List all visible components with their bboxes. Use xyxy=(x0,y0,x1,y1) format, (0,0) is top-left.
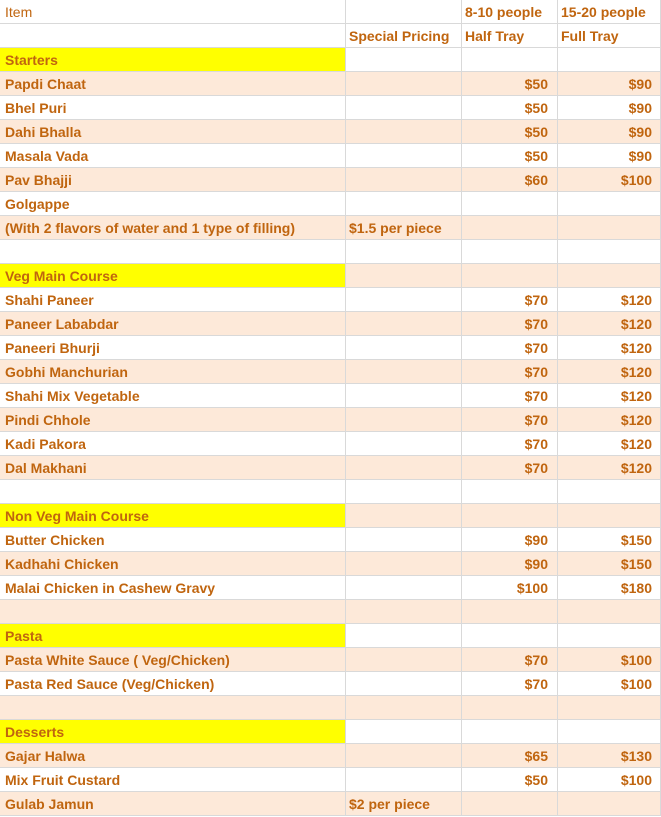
half-tray-price xyxy=(462,720,558,744)
special-price-cell: $2 per piece xyxy=(346,792,462,816)
item-name: Kadi Pakora xyxy=(0,432,346,456)
half-tray-price: $50 xyxy=(462,768,558,792)
table-row xyxy=(0,96,661,120)
special-price-cell xyxy=(346,384,462,408)
header-special-pricing: Special Pricing xyxy=(346,24,462,48)
table-row xyxy=(0,312,661,336)
item-name: Paneeri Bhurji xyxy=(0,336,346,360)
special-price-cell xyxy=(346,360,462,384)
full-tray-price: $100 xyxy=(558,648,661,672)
table-row xyxy=(0,576,661,600)
full-tray-price: $100 xyxy=(558,168,661,192)
full-tray-price: $90 xyxy=(558,144,661,168)
half-tray-price: $70 xyxy=(462,408,558,432)
half-tray-price xyxy=(462,504,558,528)
table-row xyxy=(0,528,661,552)
item-name xyxy=(0,480,346,504)
table-row xyxy=(0,672,661,696)
full-tray-price: $150 xyxy=(558,528,661,552)
half-tray-price: $50 xyxy=(462,144,558,168)
half-tray-price xyxy=(462,600,558,624)
table-row xyxy=(0,432,661,456)
item-name: Pindi Chhole xyxy=(0,408,346,432)
special-price-cell xyxy=(346,120,462,144)
table-row xyxy=(0,768,661,792)
full-tray-price xyxy=(558,504,661,528)
half-tray-price: $70 xyxy=(462,312,558,336)
half-tray-price: $50 xyxy=(462,120,558,144)
item-name: Malai Chicken in Cashew Gravy xyxy=(0,576,346,600)
special-price-cell xyxy=(346,168,462,192)
full-tray-price: $120 xyxy=(558,408,661,432)
item-name: Shahi Paneer xyxy=(0,288,346,312)
special-price-cell xyxy=(346,768,462,792)
table-row xyxy=(0,456,661,480)
half-tray-price: $90 xyxy=(462,528,558,552)
category-row xyxy=(0,504,661,528)
item-name: Paneer Lababdar xyxy=(0,312,346,336)
item-name xyxy=(0,600,346,624)
special-price-cell xyxy=(346,408,462,432)
special-price-cell xyxy=(346,672,462,696)
half-tray-price: $70 xyxy=(462,384,558,408)
item-name: (With 2 flavors of water and 1 type of filling) xyxy=(0,216,346,240)
full-tray-price: $120 xyxy=(558,336,661,360)
table-row xyxy=(0,144,661,168)
half-tray-price xyxy=(462,792,558,816)
category-name: Pasta xyxy=(0,624,346,648)
half-tray-price: $50 xyxy=(462,72,558,96)
half-tray-price: $60 xyxy=(462,168,558,192)
table-row xyxy=(0,648,661,672)
table-row xyxy=(0,792,661,816)
special-price-cell: $1.5 per piece xyxy=(346,216,462,240)
category-name: Starters xyxy=(0,48,346,72)
half-tray-price xyxy=(462,264,558,288)
special-price-cell xyxy=(346,624,462,648)
category-name: Non Veg Main Course xyxy=(0,504,346,528)
special-price-cell xyxy=(346,48,462,72)
category-name: Desserts xyxy=(0,720,346,744)
header-full-people: 15-20 people xyxy=(558,0,661,24)
header-half-tray: Half Tray xyxy=(462,24,558,48)
table-row xyxy=(0,360,661,384)
half-tray-price: $70 xyxy=(462,432,558,456)
full-tray-price xyxy=(558,792,661,816)
item-name: Dal Makhani xyxy=(0,456,346,480)
half-tray-price xyxy=(462,696,558,720)
special-price-cell xyxy=(346,96,462,120)
item-name: Butter Chicken xyxy=(0,528,346,552)
blank-row xyxy=(0,696,661,720)
half-tray-price: $70 xyxy=(462,288,558,312)
full-tray-price: $90 xyxy=(558,72,661,96)
special-price-cell xyxy=(346,504,462,528)
table-row xyxy=(0,408,661,432)
table-row xyxy=(0,72,661,96)
item-name: Gajar Halwa xyxy=(0,744,346,768)
half-tray-price: $100 xyxy=(462,576,558,600)
full-tray-price: $120 xyxy=(558,288,661,312)
full-tray-price xyxy=(558,192,661,216)
special-price-cell xyxy=(346,432,462,456)
item-name: Bhel Puri xyxy=(0,96,346,120)
category-name: Veg Main Course xyxy=(0,264,346,288)
half-tray-price: $70 xyxy=(462,336,558,360)
table-row xyxy=(0,552,661,576)
category-row xyxy=(0,720,661,744)
half-tray-price: $65 xyxy=(462,744,558,768)
item-name: Pav Bhajji xyxy=(0,168,346,192)
full-tray-price: $150 xyxy=(558,552,661,576)
table-row xyxy=(0,744,661,768)
table-row xyxy=(0,192,661,216)
header-item: Item xyxy=(0,0,346,24)
half-tray-price: $70 xyxy=(462,456,558,480)
full-tray-price xyxy=(558,480,661,504)
special-price-cell xyxy=(346,456,462,480)
half-tray-price xyxy=(462,216,558,240)
header-blank xyxy=(0,24,346,48)
item-name: Pasta White Sauce ( Veg/Chicken) xyxy=(0,648,346,672)
half-tray-price: $70 xyxy=(462,648,558,672)
half-tray-price xyxy=(462,480,558,504)
item-name: Pasta Red Sauce (Veg/Chicken) xyxy=(0,672,346,696)
table-row xyxy=(0,384,661,408)
full-tray-price: $100 xyxy=(558,768,661,792)
full-tray-price xyxy=(558,48,661,72)
full-tray-price xyxy=(558,600,661,624)
half-tray-price: $70 xyxy=(462,672,558,696)
half-tray-price xyxy=(462,624,558,648)
special-price-cell xyxy=(346,600,462,624)
special-price-cell xyxy=(346,72,462,96)
full-tray-price: $120 xyxy=(558,456,661,480)
full-tray-price xyxy=(558,624,661,648)
item-name xyxy=(0,696,346,720)
special-price-cell xyxy=(346,288,462,312)
full-tray-price: $90 xyxy=(558,96,661,120)
blank-row xyxy=(0,240,661,264)
table-row xyxy=(0,168,661,192)
blank-row xyxy=(0,480,661,504)
category-row xyxy=(0,264,661,288)
half-tray-price: $70 xyxy=(462,360,558,384)
half-tray-price xyxy=(462,240,558,264)
table-row xyxy=(0,336,661,360)
category-row xyxy=(0,48,661,72)
table-row xyxy=(0,216,661,240)
special-price-cell xyxy=(346,744,462,768)
special-price-cell xyxy=(346,552,462,576)
item-name: Gulab Jamun xyxy=(0,792,346,816)
full-tray-price xyxy=(558,216,661,240)
full-tray-price xyxy=(558,696,661,720)
item-name: Papdi Chaat xyxy=(0,72,346,96)
item-name: Masala Vada xyxy=(0,144,346,168)
full-tray-price: $120 xyxy=(558,384,661,408)
full-tray-price: $100 xyxy=(558,672,661,696)
special-price-cell xyxy=(346,144,462,168)
full-tray-price xyxy=(558,264,661,288)
full-tray-price: $120 xyxy=(558,312,661,336)
table-row xyxy=(0,288,661,312)
header-full-tray: Full Tray xyxy=(558,24,661,48)
item-name: Dahi Bhalla xyxy=(0,120,346,144)
full-tray-price xyxy=(558,720,661,744)
item-name: Golgappe xyxy=(0,192,346,216)
special-price-cell xyxy=(346,696,462,720)
special-price-cell xyxy=(346,720,462,744)
full-tray-price: $120 xyxy=(558,432,661,456)
half-tray-price xyxy=(462,192,558,216)
special-price-cell xyxy=(346,312,462,336)
special-price-cell xyxy=(346,528,462,552)
special-price-cell xyxy=(346,648,462,672)
full-tray-price: $120 xyxy=(558,360,661,384)
category-row xyxy=(0,624,661,648)
half-tray-price xyxy=(462,48,558,72)
blank-row xyxy=(0,600,661,624)
special-price-cell xyxy=(346,336,462,360)
full-tray-price: $90 xyxy=(558,120,661,144)
header-blank xyxy=(346,0,462,24)
special-price-cell xyxy=(346,240,462,264)
header-row-2 xyxy=(0,24,661,48)
special-price-cell xyxy=(346,264,462,288)
half-tray-price: $90 xyxy=(462,552,558,576)
item-name: Shahi Mix Vegetable xyxy=(0,384,346,408)
half-tray-price: $50 xyxy=(462,96,558,120)
item-name: Kadhahi Chicken xyxy=(0,552,346,576)
special-price-cell xyxy=(346,576,462,600)
full-tray-price xyxy=(558,240,661,264)
special-price-cell xyxy=(346,192,462,216)
header-half-people: 8-10 people xyxy=(462,0,558,24)
special-price-cell xyxy=(346,480,462,504)
full-tray-price: $180 xyxy=(558,576,661,600)
item-name: Mix Fruit Custard xyxy=(0,768,346,792)
item-name: Gobhi Manchurian xyxy=(0,360,346,384)
header-row-1 xyxy=(0,0,661,24)
table-row xyxy=(0,120,661,144)
full-tray-price: $130 xyxy=(558,744,661,768)
item-name xyxy=(0,240,346,264)
